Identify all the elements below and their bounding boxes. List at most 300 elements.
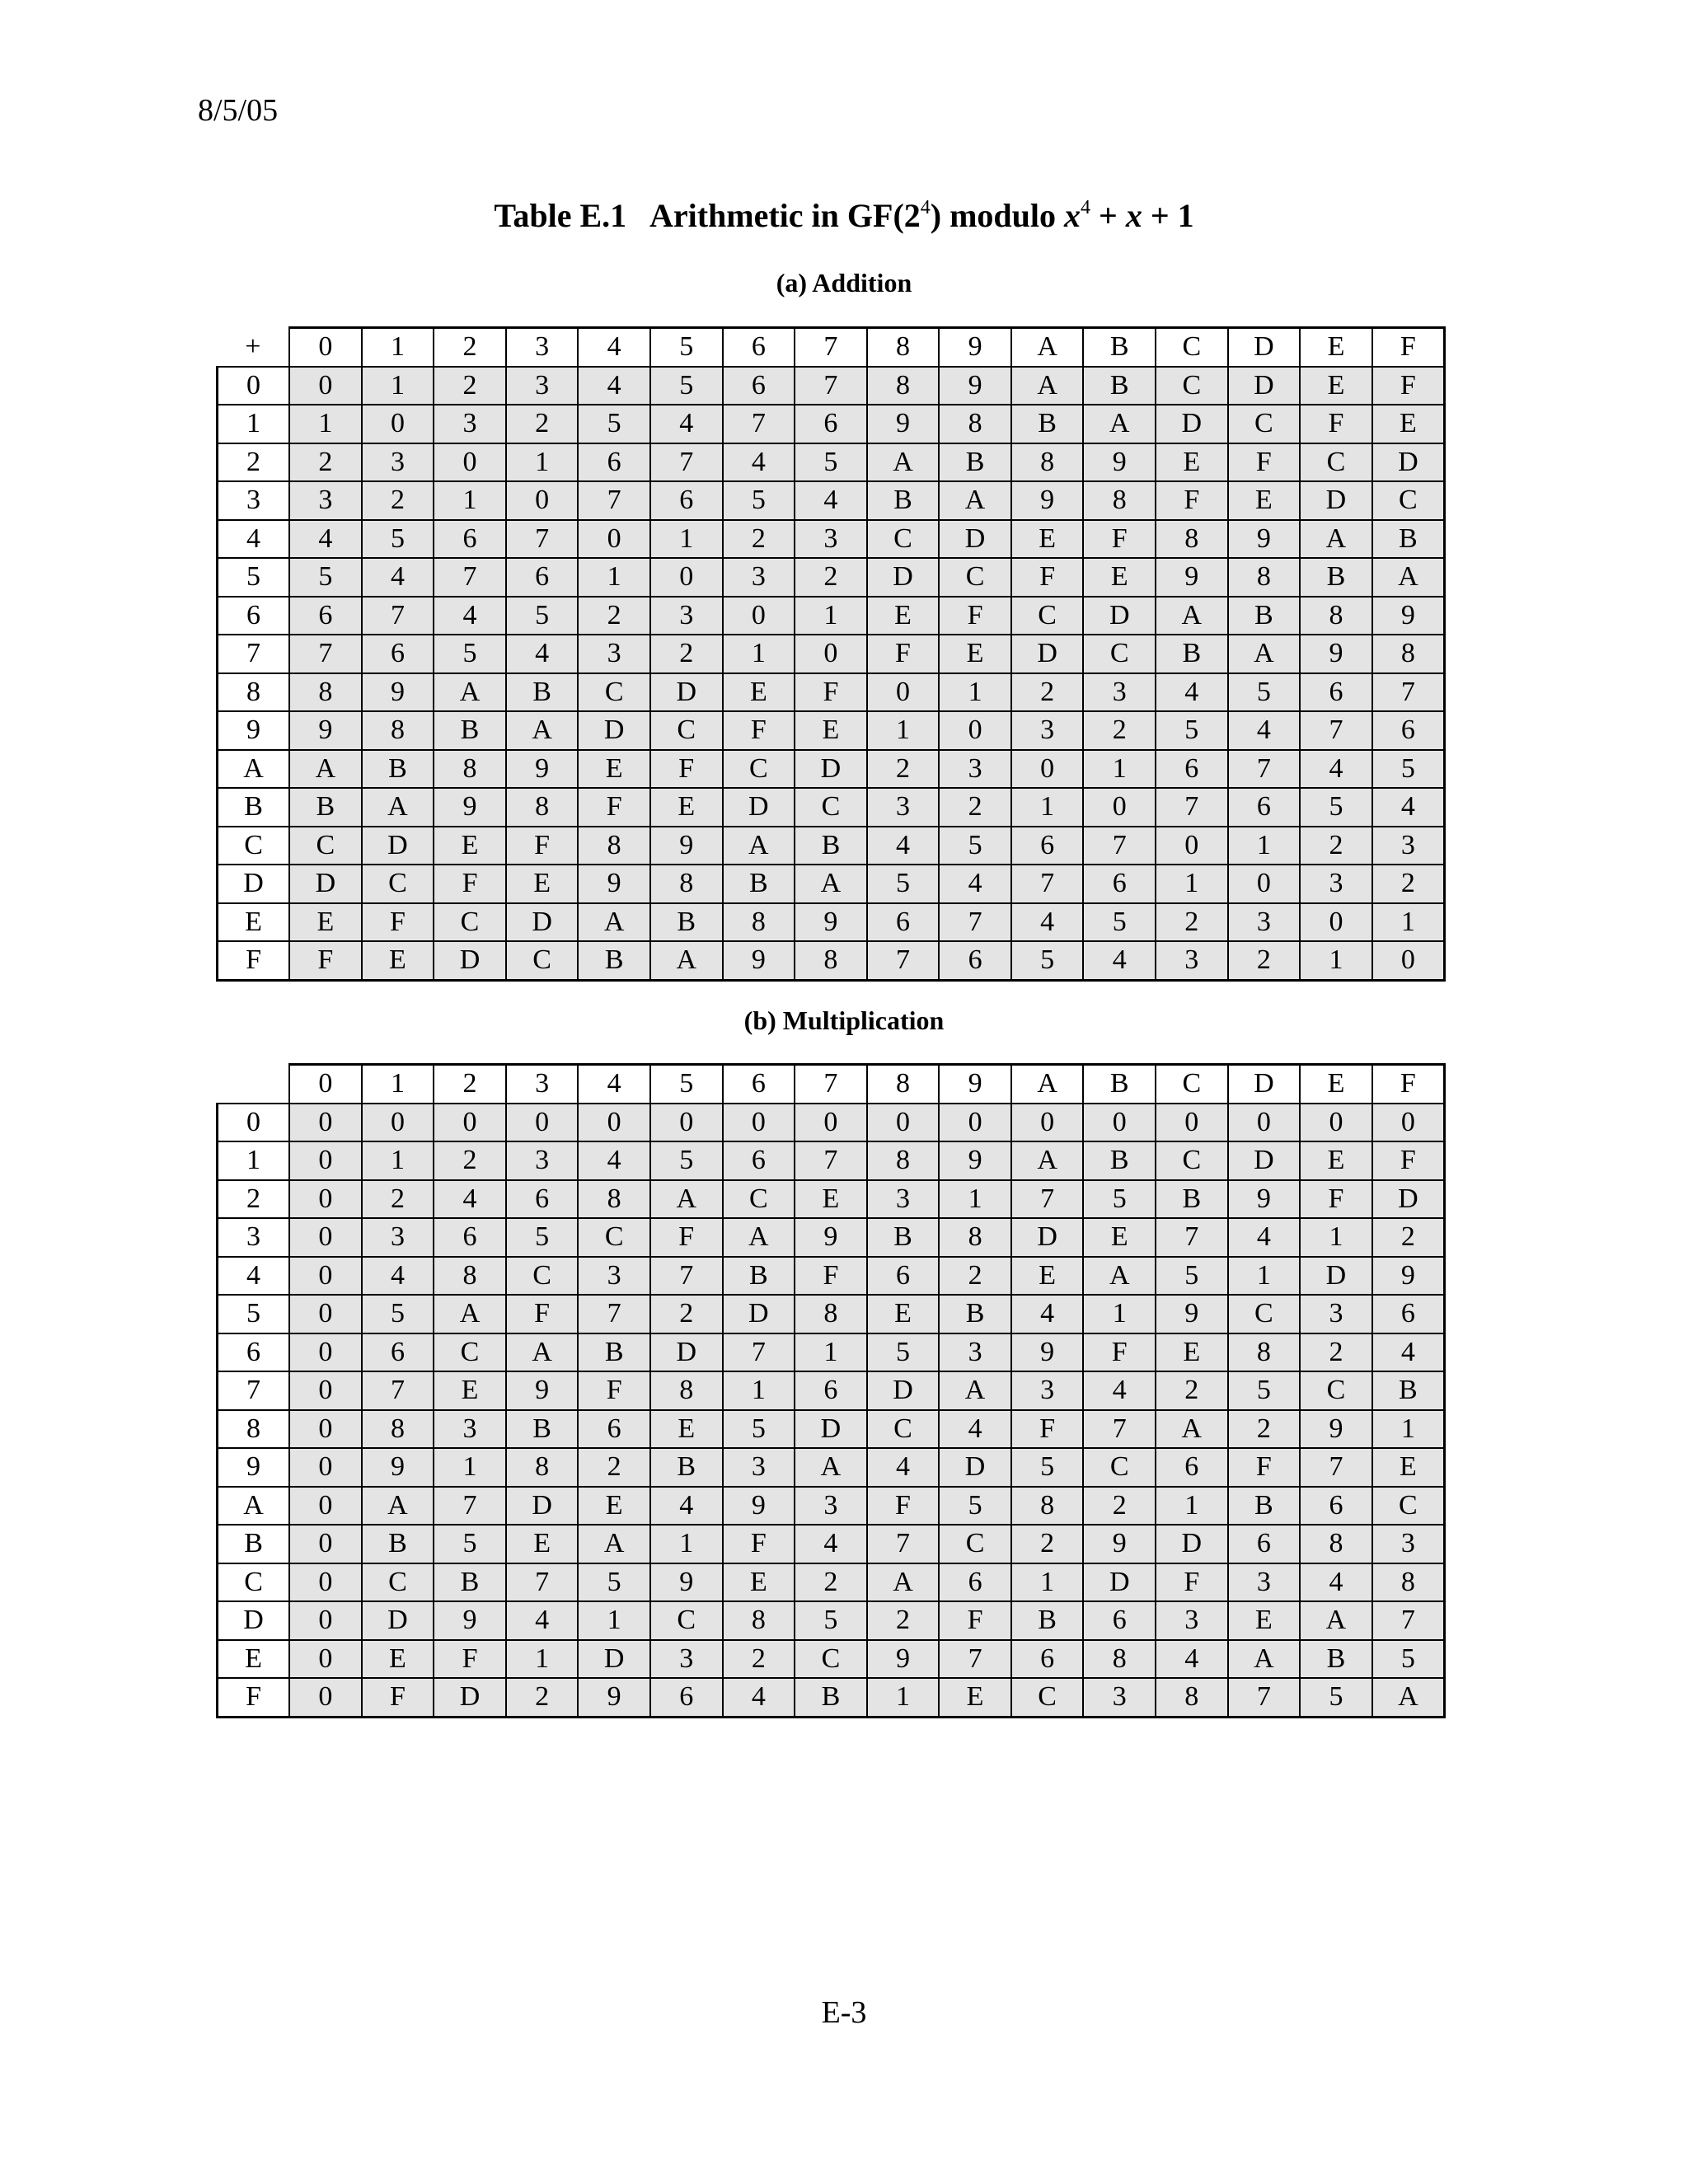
row-header: 4 [218, 520, 290, 559]
table-cell: E [1300, 367, 1372, 405]
table-cell: 0 [867, 673, 940, 712]
table-cell: E [939, 635, 1011, 673]
table-cell: A [1083, 405, 1156, 443]
table-cell: B [1228, 597, 1301, 635]
table-cell: C [939, 1525, 1011, 1563]
table-cell: 7 [867, 941, 940, 980]
table-cell: C [362, 865, 434, 903]
table-cell: 0 [1372, 1104, 1445, 1142]
table-cell: D [1228, 1141, 1301, 1180]
table-cell: 9 [1228, 1180, 1301, 1219]
table-cell: A [939, 481, 1011, 520]
table-cell: F [723, 1525, 795, 1563]
table-cell: 9 [1228, 520, 1301, 559]
table-cell: 0 [1300, 1104, 1372, 1142]
table-cell: 0 [289, 1180, 362, 1219]
table-cell: A [1156, 597, 1228, 635]
table-cell: B [650, 903, 723, 942]
table-cell: 0 [795, 635, 867, 673]
table-cell: 6 [939, 941, 1011, 980]
table-row [218, 1371, 1445, 1410]
table-cell: 8 [506, 1448, 579, 1487]
table-cell: B [362, 1525, 434, 1563]
table-cell: 8 [1228, 558, 1301, 597]
column-header: 6 [723, 328, 795, 367]
column-header: 8 [867, 328, 940, 367]
table-row [218, 1295, 1445, 1333]
table-cell: A [578, 903, 650, 942]
table-cell: 4 [1011, 903, 1084, 942]
table-cell: 8 [1300, 597, 1372, 635]
table-cell: 2 [1372, 1218, 1445, 1257]
table-cell: 6 [362, 1333, 434, 1372]
column-header: 4 [578, 328, 650, 367]
table-cell: A [506, 1333, 579, 1372]
table-row [218, 443, 1445, 482]
table-cell: 5 [650, 367, 723, 405]
table-cell: 6 [578, 1410, 650, 1449]
table-cell: 4 [1372, 788, 1445, 827]
table-cell: 3 [1156, 1601, 1228, 1640]
table-cell: 2 [1011, 673, 1084, 712]
table-cell: 7 [362, 1371, 434, 1410]
table-cell: 7 [434, 1487, 506, 1526]
table-cell: F [1300, 1180, 1372, 1219]
row-header: A [218, 1487, 290, 1526]
table-cell: 7 [1011, 865, 1084, 903]
table-cell: 4 [1300, 750, 1372, 789]
table-cell: 0 [362, 405, 434, 443]
table-cell: 0 [434, 443, 506, 482]
table-cell: 9 [939, 367, 1011, 405]
table-cell: A [723, 1218, 795, 1257]
table-cell: B [1156, 635, 1228, 673]
table-cell: 1 [578, 1601, 650, 1640]
table-cell: C [578, 673, 650, 712]
table-cell: 6 [1011, 1640, 1084, 1679]
table-cell: F [578, 788, 650, 827]
column-header: 6 [723, 1065, 795, 1104]
table-cell: F [650, 1218, 723, 1257]
table-cell: 4 [939, 865, 1011, 903]
table-cell: 1 [867, 1678, 940, 1717]
table-cell: 1 [1156, 1487, 1228, 1526]
table-cell: 4 [867, 827, 940, 865]
table-row [218, 481, 1445, 520]
row-header: 1 [218, 1141, 290, 1180]
table-cell: 9 [578, 1678, 650, 1717]
table-row [218, 865, 1445, 903]
table-cell: E [1011, 1257, 1084, 1296]
table-cell: 7 [867, 1525, 940, 1563]
row-header: A [218, 750, 290, 789]
table-cell: 1 [578, 558, 650, 597]
table-cell: A [1228, 635, 1301, 673]
table-cell: 8 [434, 750, 506, 789]
table-cell: 3 [1372, 827, 1445, 865]
table-cell: 4 [362, 558, 434, 597]
table-cell: 3 [650, 1640, 723, 1679]
row-header: 5 [218, 1295, 290, 1333]
table-cell: C [795, 788, 867, 827]
table-row [218, 1678, 1445, 1717]
table-cell: 4 [723, 443, 795, 482]
table-cell: 6 [1372, 1295, 1445, 1333]
table-cell: 5 [650, 1141, 723, 1180]
table-cell: 2 [867, 1601, 940, 1640]
table-cell: 5 [723, 1410, 795, 1449]
table-cell: A [723, 827, 795, 865]
table-cell: 6 [1011, 827, 1084, 865]
table-cell: C [434, 903, 506, 942]
table-cell: A [1372, 1678, 1445, 1717]
table-cell: E [506, 865, 579, 903]
table-cell: D [867, 558, 940, 597]
table-cell: 5 [578, 1563, 650, 1602]
row-header: F [218, 1678, 290, 1717]
table-cell: 1 [1156, 865, 1228, 903]
table-cell: C [1083, 635, 1156, 673]
table-cell: 2 [362, 1180, 434, 1219]
table-cell: 2 [1228, 1410, 1301, 1449]
table-cell: 7 [939, 903, 1011, 942]
table-cell: C [1300, 443, 1372, 482]
table-cell: B [1011, 405, 1084, 443]
table-row [218, 1525, 1445, 1563]
table-row [218, 1410, 1445, 1449]
table-cell: 5 [506, 597, 579, 635]
table-cell: 1 [723, 635, 795, 673]
table-cell: E [506, 1525, 579, 1563]
table-cell: F [1300, 405, 1372, 443]
table-cell: A [1228, 1640, 1301, 1679]
table-cell: 9 [1011, 481, 1084, 520]
table-cell: D [1372, 1180, 1445, 1219]
table-cell: 2 [1300, 827, 1372, 865]
table-cell: E [289, 903, 362, 942]
table-cell: 0 [1083, 788, 1156, 827]
table-cell: 3 [795, 520, 867, 559]
table-cell: 0 [289, 1295, 362, 1333]
table-cell: D [1300, 481, 1372, 520]
table-cell: A [939, 1371, 1011, 1410]
table-cell: 2 [506, 405, 579, 443]
table-cell: 1 [1300, 941, 1372, 980]
table-cell: 1 [1083, 1295, 1156, 1333]
table-cell: 8 [1156, 520, 1228, 559]
table-cell: 4 [362, 1257, 434, 1296]
table-cell: A [289, 750, 362, 789]
row-header: 0 [218, 367, 290, 405]
table-row [218, 1218, 1445, 1257]
table-cell: 6 [795, 1371, 867, 1410]
column-header: 1 [362, 328, 434, 367]
table-cell: 7 [1156, 788, 1228, 827]
table-cell: E [578, 750, 650, 789]
table-cell: 4 [1228, 711, 1301, 750]
table-cell: 2 [795, 558, 867, 597]
row-header: E [218, 903, 290, 942]
table-cell: 4 [867, 1448, 940, 1487]
table-cell: 6 [1300, 673, 1372, 712]
table-cell: 1 [506, 1640, 579, 1679]
table-cell: 6 [289, 597, 362, 635]
table-cell: 5 [795, 1601, 867, 1640]
table-cell: C [795, 1640, 867, 1679]
table-row [218, 827, 1445, 865]
table-cell: 5 [867, 865, 940, 903]
table-cell: F [362, 1678, 434, 1717]
multiplication-table [216, 1063, 1446, 1718]
table-cell: C [1011, 597, 1084, 635]
table-cell: 6 [650, 481, 723, 520]
table-cell: 0 [1300, 903, 1372, 942]
table-cell: F [1011, 1410, 1084, 1449]
table-cell: 5 [1228, 673, 1301, 712]
table-cell: 3 [1228, 903, 1301, 942]
table-cell: 2 [1156, 903, 1228, 942]
table-cell: 5 [1372, 1640, 1445, 1679]
table-cell: 2 [650, 1295, 723, 1333]
table-cell: D [795, 750, 867, 789]
table-cell: 1 [1372, 1410, 1445, 1449]
table-row [218, 1640, 1445, 1679]
table-cell: B [1011, 1601, 1084, 1640]
table-cell: 0 [1083, 1104, 1156, 1142]
table-cell: 0 [289, 1563, 362, 1602]
table-cell: C [434, 1333, 506, 1372]
table-cell: D [362, 827, 434, 865]
table-cell: 1 [506, 443, 579, 482]
table-cell: B [506, 1410, 579, 1449]
table-cell: 0 [289, 1487, 362, 1526]
column-header: 3 [506, 328, 579, 367]
table-cell: 4 [650, 1487, 723, 1526]
table-cell: 4 [1083, 1371, 1156, 1410]
table-cell: 3 [1011, 711, 1084, 750]
table-cell: 6 [362, 635, 434, 673]
table-cell: F [1083, 1333, 1156, 1372]
table-cell: 3 [1228, 1563, 1301, 1602]
table-cell: A [795, 865, 867, 903]
table-cell: 0 [289, 1678, 362, 1717]
table-cell: 2 [650, 635, 723, 673]
table-cell: 1 [723, 1371, 795, 1410]
table-cell: B [1372, 520, 1445, 559]
table-cell: A [795, 1448, 867, 1487]
table-cell: 0 [1372, 941, 1445, 980]
table-cell: 3 [578, 1257, 650, 1296]
table-cell: D [1156, 405, 1228, 443]
table-cell: 5 [867, 1333, 940, 1372]
table-cell: 5 [289, 558, 362, 597]
table-cell: C [506, 1257, 579, 1296]
table-cell: 4 [434, 1180, 506, 1219]
table-cell: 8 [1011, 443, 1084, 482]
table-cell: 6 [650, 1678, 723, 1717]
table-cell: 8 [289, 673, 362, 712]
table-cell: 7 [795, 1141, 867, 1180]
table-cell: 9 [1156, 1295, 1228, 1333]
column-header: 9 [939, 1065, 1011, 1104]
table-cell: E [362, 941, 434, 980]
table-cell: B [1228, 1487, 1301, 1526]
table-cell: C [362, 1563, 434, 1602]
table-cell: 4 [723, 1678, 795, 1717]
table-cell: 3 [506, 367, 579, 405]
table-cell: 5 [939, 1487, 1011, 1526]
table-cell: 8 [795, 1295, 867, 1333]
table-cell: C [650, 711, 723, 750]
row-header: 9 [218, 1448, 290, 1487]
table-cell: F [289, 941, 362, 980]
table-cell: 7 [1083, 1410, 1156, 1449]
table-cell: 7 [1083, 827, 1156, 865]
table-cell: 2 [1156, 1371, 1228, 1410]
table-cell: B [434, 1563, 506, 1602]
table-cell: F [795, 673, 867, 712]
table-cell: 1 [362, 367, 434, 405]
table-cell: A [1372, 558, 1445, 597]
table-cell: 4 [1156, 673, 1228, 712]
table-cell: 6 [506, 558, 579, 597]
row-header: 8 [218, 1410, 290, 1449]
table-cell: 5 [362, 520, 434, 559]
row-header: E [218, 1640, 290, 1679]
table-cell: 7 [1300, 1448, 1372, 1487]
table-cell: 1 [1228, 1257, 1301, 1296]
addition-caption: (a) Addition [776, 268, 912, 298]
multiplication-caption: (b) Multiplication [743, 1005, 945, 1035]
table-cell: 1 [1011, 1563, 1084, 1602]
table-cell: 9 [1156, 558, 1228, 597]
table-cell: 1 [795, 1333, 867, 1372]
column-header: B [1083, 328, 1156, 367]
table-cell: 6 [506, 1180, 579, 1219]
table-cell: 0 [723, 597, 795, 635]
table-cell: 8 [1083, 481, 1156, 520]
table-cell: E [867, 597, 940, 635]
page-number: E-3 [821, 1995, 867, 2030]
table-cell: 9 [867, 405, 940, 443]
table-cell: 0 [867, 1104, 940, 1142]
table-cell: C [1083, 1448, 1156, 1487]
table-cell: 0 [1156, 827, 1228, 865]
row-header: 9 [218, 711, 290, 750]
table-cell: F [867, 1487, 940, 1526]
table-cell: D [578, 711, 650, 750]
table-cell: F [723, 711, 795, 750]
table-cell: 9 [650, 827, 723, 865]
table-cell: E [1372, 1448, 1445, 1487]
column-header: 2 [434, 1065, 506, 1104]
table-cell: B [578, 941, 650, 980]
table-cell: 7 [1300, 711, 1372, 750]
row-header: 8 [218, 673, 290, 712]
table-cell: 6 [1083, 865, 1156, 903]
column-header: A [1011, 328, 1084, 367]
table-cell: 5 [1300, 1678, 1372, 1717]
row-header: B [218, 788, 290, 827]
table-cell: D [1228, 367, 1301, 405]
table-cell: 7 [1011, 1180, 1084, 1219]
table-cell: F [506, 827, 579, 865]
table-cell: A [1300, 1601, 1372, 1640]
table-cell: C [650, 1601, 723, 1640]
table-cell: 0 [1011, 750, 1084, 789]
table-cell: 4 [578, 1141, 650, 1180]
table-cell: E [723, 1563, 795, 1602]
table-cell: B [867, 481, 940, 520]
column-header: 7 [795, 328, 867, 367]
header-row [218, 328, 1445, 367]
table-cell: B [795, 1678, 867, 1717]
table-cell: 6 [867, 903, 940, 942]
table-cell: 7 [723, 405, 795, 443]
table-cell: 0 [289, 1257, 362, 1296]
table-cell: C [1156, 1141, 1228, 1180]
column-header: 4 [578, 1065, 650, 1104]
table-cell: 7 [650, 443, 723, 482]
table-cell: 8 [1156, 1678, 1228, 1717]
table-cell: 8 [362, 711, 434, 750]
table-cell: F [650, 750, 723, 789]
column-header: C [1156, 1065, 1228, 1104]
addition-table [216, 326, 1446, 982]
table-cell: 5 [1011, 941, 1084, 980]
table-row [218, 711, 1445, 750]
table-cell: 9 [795, 1218, 867, 1257]
table-row [218, 367, 1445, 405]
table-cell: 7 [1372, 673, 1445, 712]
table-cell: 3 [434, 405, 506, 443]
table-cell: 1 [795, 597, 867, 635]
table-cell: 5 [1083, 903, 1156, 942]
table-cell: 2 [939, 788, 1011, 827]
row-header: 6 [218, 597, 290, 635]
table-cell: 4 [1372, 1333, 1445, 1372]
table-cell: D [1156, 1525, 1228, 1563]
table-cell: E [1156, 443, 1228, 482]
table-cell: 3 [289, 481, 362, 520]
table-cell: C [723, 1180, 795, 1219]
table-cell: 0 [939, 1104, 1011, 1142]
table-cell: A [867, 1563, 940, 1602]
table-cell: B [1156, 1180, 1228, 1219]
table-cell: 0 [578, 520, 650, 559]
table-cell: 9 [578, 865, 650, 903]
table-cell: B [434, 711, 506, 750]
table-cell: 3 [362, 1218, 434, 1257]
column-header: 5 [650, 1065, 723, 1104]
table-cell: F [1011, 558, 1084, 597]
column-header: 8 [867, 1065, 940, 1104]
row-header: 2 [218, 1180, 290, 1219]
table-cell: F [939, 597, 1011, 635]
table-cell: 8 [1083, 1640, 1156, 1679]
row-header: 7 [218, 635, 290, 673]
table-cell: 8 [650, 1371, 723, 1410]
table-cell: B [1300, 1640, 1372, 1679]
row-header: D [218, 1601, 290, 1640]
table-cell: D [1083, 1563, 1156, 1602]
table-cell: A [506, 711, 579, 750]
table-cell: 7 [289, 635, 362, 673]
table-cell: 3 [434, 1410, 506, 1449]
table-cell: 7 [506, 1563, 579, 1602]
table-row [218, 750, 1445, 789]
table-cell: 3 [939, 750, 1011, 789]
